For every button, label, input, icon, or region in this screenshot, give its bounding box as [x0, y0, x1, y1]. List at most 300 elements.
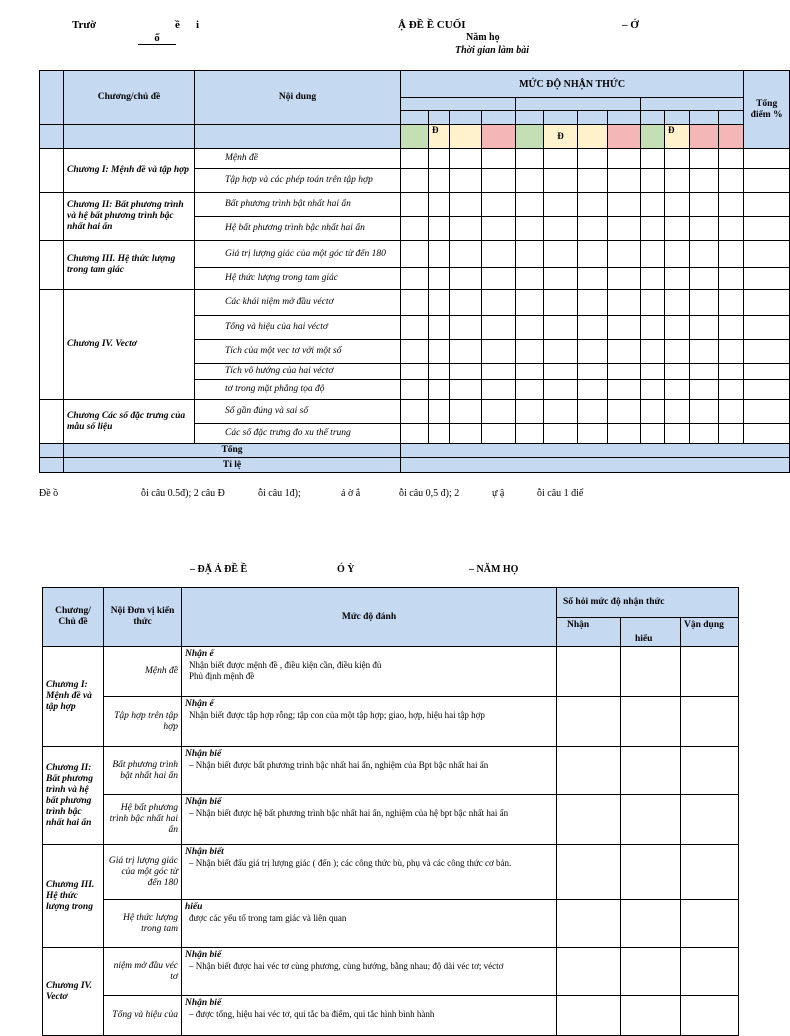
matrix-value-cell	[641, 290, 665, 316]
matrix-value-cell	[429, 268, 450, 290]
color-cell	[719, 125, 744, 149]
note-part: ỗi câu 1đ);	[258, 488, 301, 499]
color-cell	[690, 125, 719, 149]
note-part: ỗi câu 1 điể	[537, 488, 584, 499]
matrix-value-cell	[544, 290, 578, 316]
matrix-value-cell	[516, 400, 544, 424]
matrix-value-cell	[608, 380, 641, 400]
spec-level-heading: Nhận biế	[185, 749, 222, 759]
matrix-value-cell	[665, 169, 690, 193]
spec-count-cell	[621, 697, 681, 747]
matrix-content-header: Nội dung	[195, 71, 401, 125]
chapter-index-cell	[40, 290, 64, 400]
matrix-value-cell	[401, 268, 429, 290]
matrix-value-cell	[429, 169, 450, 193]
matrix-value-cell	[429, 217, 450, 241]
spec-count-cell	[621, 900, 681, 948]
matrix-value-cell	[690, 364, 719, 380]
chapter-name: Chương II: Bất phương trình và hệ bất phương trình bậc nhất hai ẩn	[64, 193, 195, 241]
matrix-value-cell	[482, 290, 516, 316]
matrix-value-cell	[719, 149, 744, 169]
matrix-value-cell	[482, 316, 516, 340]
level-subheader	[429, 111, 450, 125]
matrix-value-cell	[608, 169, 641, 193]
spec-chapter-header: Chương/ Chủ đề	[43, 588, 104, 647]
matrix-value-cell	[482, 217, 516, 241]
matrix-value-cell	[401, 217, 429, 241]
spec-count-cell	[681, 697, 739, 747]
spec-chapter: Chương I: Mệnh đề và tập hợp	[43, 647, 104, 747]
total-row-cell	[40, 444, 64, 458]
matrix-value-cell	[450, 340, 482, 364]
matrix-total-header: Tổng điểm %	[744, 71, 790, 149]
spec-unit: Giá trị lượng giác của một góc từ đến 180	[104, 845, 182, 900]
spec-level-heading: Nhận biế	[185, 950, 222, 960]
matrix-value-cell	[608, 290, 641, 316]
spec-count-cell	[557, 697, 621, 747]
matrix-level-header: MỨC ĐỘ NHẬN THỨC	[401, 71, 744, 98]
matrix-table	[39, 70, 790, 473]
matrix-value-cell	[744, 169, 790, 193]
level-subheader	[690, 111, 719, 125]
matrix-value-cell	[578, 169, 608, 193]
spec-count-cell	[557, 647, 621, 697]
exam-time: Thời gian làm bài	[455, 45, 529, 56]
matrix-value-cell	[665, 380, 690, 400]
spec-count-cell	[557, 845, 621, 900]
spec-description-line: Phủ định mệnh đề	[189, 671, 255, 681]
spec-count-cell	[681, 948, 739, 996]
spec-count-cell	[621, 948, 681, 996]
matrix-value-cell	[719, 169, 744, 193]
matrix-value-cell	[690, 400, 719, 424]
matrix-value-cell	[665, 364, 690, 380]
matrix-value-cell	[544, 268, 578, 290]
matrix-value-cell	[544, 193, 578, 217]
matrix-value-cell	[516, 380, 544, 400]
total-row-cell	[401, 444, 790, 458]
matrix-value-cell	[516, 316, 544, 340]
content-item: tơ trong mặt phẳng tọa độ	[195, 380, 401, 400]
matrix-value-cell	[665, 400, 690, 424]
matrix-value-cell	[641, 424, 665, 444]
color-cell	[482, 125, 516, 149]
matrix-value-cell	[401, 149, 429, 169]
content-item: Tích của một vec tơ với một số	[195, 340, 401, 364]
matrix-value-cell	[608, 364, 641, 380]
spec-description	[182, 845, 557, 900]
matrix-value-cell	[450, 241, 482, 268]
color-cell	[516, 125, 544, 149]
spec-count-cell	[681, 795, 739, 845]
matrix-value-cell	[429, 400, 450, 424]
matrix-value-cell	[544, 364, 578, 380]
matrix-value-cell	[578, 380, 608, 400]
matrix-value-cell	[578, 364, 608, 380]
spec-count-cell	[681, 996, 739, 1036]
spec-count-cell	[621, 996, 681, 1036]
color-cell	[64, 125, 195, 149]
matrix-value-cell	[516, 340, 544, 364]
matrix-value-cell	[516, 290, 544, 316]
chapter-index-cell	[40, 193, 64, 241]
spec-count-cell	[621, 795, 681, 845]
matrix-value-cell	[450, 290, 482, 316]
matrix-value-cell	[482, 400, 516, 424]
matrix-chapter-header: Chương/chủ đề	[64, 71, 195, 125]
matrix-value-cell	[690, 241, 719, 268]
spec-count-cell	[681, 900, 739, 948]
matrix-value-cell	[690, 149, 719, 169]
matrix-value-cell	[401, 340, 429, 364]
matrix-value-cell	[516, 217, 544, 241]
matrix-value-cell	[544, 340, 578, 364]
matrix-value-cell	[690, 290, 719, 316]
ratio-row-cell	[40, 458, 64, 473]
matrix-value-cell	[641, 380, 665, 400]
level-subheader	[641, 111, 665, 125]
matrix-value-cell	[429, 316, 450, 340]
matrix-value-cell	[641, 241, 665, 268]
doc-title-end: – Ớ	[622, 19, 639, 31]
spec-count-cell	[621, 747, 681, 795]
spec-description	[182, 647, 557, 697]
content-item: Các số đặc trưng đo xu thế trung	[195, 424, 401, 444]
matrix-value-cell	[429, 241, 450, 268]
color-cell	[641, 125, 665, 149]
matrix-value-cell	[744, 316, 790, 340]
school-subtitle: ổ	[138, 32, 176, 45]
matrix-value-cell	[665, 340, 690, 364]
matrix-value-cell	[690, 380, 719, 400]
matrix-value-cell	[690, 169, 719, 193]
matrix-value-cell	[690, 340, 719, 364]
matrix-value-cell	[608, 193, 641, 217]
matrix-value-cell	[665, 193, 690, 217]
matrix-value-cell	[544, 316, 578, 340]
matrix-value-cell	[608, 340, 641, 364]
spec-description	[182, 747, 557, 795]
note-part: á ờ ắ	[341, 488, 361, 499]
spec-count-cell	[557, 747, 621, 795]
spec-level-header: Mức độ đánh	[182, 588, 557, 647]
spec-description	[182, 900, 557, 948]
matrix-value-cell	[744, 424, 790, 444]
matrix-value-cell	[516, 169, 544, 193]
matrix-value-cell	[429, 149, 450, 169]
matrix-value-cell	[744, 217, 790, 241]
spec-level-heading: Nhận biế	[185, 998, 222, 1008]
level-subheader	[608, 111, 641, 125]
matrix-value-cell	[690, 424, 719, 444]
matrix-value-cell	[665, 241, 690, 268]
matrix-value-cell	[608, 217, 641, 241]
spec-unit: Tập hợp trên tập hợp	[104, 697, 182, 747]
matrix-value-cell	[641, 193, 665, 217]
doc-title: Ậ ĐỀ Ề CUỐI	[398, 19, 466, 31]
matrix-value-cell	[544, 241, 578, 268]
spec-description-line: – Nhận biết được hai véc tơ cùng phương, cùng hướng, bằng nhau; độ dài véc tơ; véctơ	[189, 961, 504, 971]
matrix-value-cell	[608, 316, 641, 340]
matrix-value-cell	[665, 217, 690, 241]
matrix-value-cell	[578, 340, 608, 364]
spec-count-cell	[681, 647, 739, 697]
matrix-value-cell	[450, 268, 482, 290]
matrix-value-cell	[719, 217, 744, 241]
matrix-value-cell	[516, 193, 544, 217]
matrix-value-cell	[450, 380, 482, 400]
total-label: Tổng	[64, 444, 401, 458]
level-subheader	[516, 111, 544, 125]
spec-vd-header: Vận dụng	[681, 618, 739, 647]
matrix-value-cell	[690, 268, 719, 290]
school-name-part: ề	[175, 19, 180, 31]
matrix-value-cell	[578, 290, 608, 316]
spec-level-heading: hiểu	[185, 902, 203, 912]
matrix-value-cell	[641, 149, 665, 169]
matrix-value-cell	[544, 400, 578, 424]
matrix-value-cell	[719, 424, 744, 444]
chapter-index-cell	[40, 149, 64, 193]
d-mark: Đ	[429, 125, 450, 149]
matrix-value-cell	[578, 424, 608, 444]
level-group	[401, 98, 516, 111]
matrix-value-cell	[401, 241, 429, 268]
matrix-value-cell	[578, 316, 608, 340]
matrix-value-cell	[578, 217, 608, 241]
color-cell	[608, 125, 641, 149]
matrix-value-cell	[516, 268, 544, 290]
matrix-value-cell	[544, 169, 578, 193]
matrix-value-cell	[665, 268, 690, 290]
matrix-value-cell	[516, 241, 544, 268]
spec-title: – ĐẶ Ả ĐỀ Ề	[190, 564, 248, 575]
matrix-value-cell	[665, 316, 690, 340]
matrix-value-cell	[450, 149, 482, 169]
matrix-value-cell	[482, 380, 516, 400]
level-subheader	[450, 111, 482, 125]
spec-description	[182, 697, 557, 747]
matrix-value-cell	[482, 149, 516, 169]
matrix-value-cell	[719, 193, 744, 217]
ratio-label: Tỉ lệ	[64, 458, 401, 473]
spec-count-cell	[557, 996, 621, 1036]
chapter-name: Chương IV. Vectơ	[64, 290, 195, 400]
spec-level-heading: Nhận ế	[185, 699, 214, 709]
matrix-value-cell	[401, 380, 429, 400]
matrix-value-cell	[429, 424, 450, 444]
spec-description-line: Nhận biết được tập hợp rỗng; tập con của một tập hợp; giao, hợp, hiệu hai tập hợp	[189, 710, 485, 720]
matrix-value-cell	[744, 149, 790, 169]
spec-count-cell	[681, 747, 739, 795]
matrix-value-cell	[516, 424, 544, 444]
content-item: Bất phương trình bật nhất hai ẩn	[195, 193, 401, 217]
matrix-index-header	[40, 71, 64, 125]
spec-description-line: – được tổng, hiệu hai véc tơ, qui tắc ba điểm, qui tắc hình bình hành	[189, 1009, 435, 1019]
spec-description-line: – Nhận biết được bất phương trình bậc nhất hai ẩn, nghiệm của Bpt bậc nhất hai ẩn	[189, 760, 489, 770]
matrix-value-cell	[516, 149, 544, 169]
spec-unit: Bất phương trình bật nhất hai ẩn	[104, 747, 182, 795]
matrix-value-cell	[641, 169, 665, 193]
level-subheader	[544, 111, 578, 125]
matrix-value-cell	[641, 340, 665, 364]
matrix-value-cell	[719, 340, 744, 364]
matrix-value-cell	[578, 241, 608, 268]
spec-description-line: – Nhận biết đấu giá trị lượng giác ( đến ); các công thức bù, phụ và các công thức cơ bản.	[189, 858, 512, 868]
chapter-index-cell	[40, 400, 64, 444]
level-subheader	[719, 111, 744, 125]
matrix-value-cell	[665, 424, 690, 444]
chapter-name: Chương III. Hệ thức lượng trong tam giác	[64, 241, 195, 290]
matrix-value-cell	[608, 424, 641, 444]
matrix-value-cell	[641, 364, 665, 380]
matrix-value-cell	[516, 364, 544, 380]
matrix-value-cell	[482, 193, 516, 217]
note-part: Đề ồ	[39, 488, 59, 499]
spec-unit: Tổng và hiệu của	[104, 996, 182, 1036]
matrix-value-cell	[578, 193, 608, 217]
chapter-index-cell	[40, 241, 64, 290]
d-mark: Đ	[544, 125, 578, 149]
spec-count-cell	[621, 845, 681, 900]
matrix-value-cell	[450, 316, 482, 340]
matrix-value-cell	[578, 268, 608, 290]
level-group	[641, 98, 744, 111]
matrix-value-cell	[482, 241, 516, 268]
matrix-value-cell	[744, 241, 790, 268]
matrix-value-cell	[429, 193, 450, 217]
matrix-value-cell	[719, 316, 744, 340]
matrix-value-cell	[641, 400, 665, 424]
matrix-value-cell	[665, 149, 690, 169]
matrix-value-cell	[401, 316, 429, 340]
matrix-value-cell	[544, 149, 578, 169]
spec-description	[182, 795, 557, 845]
d-mark: Đ	[665, 125, 690, 149]
color-cell	[578, 125, 608, 149]
matrix-value-cell	[450, 169, 482, 193]
matrix-value-cell	[744, 380, 790, 400]
matrix-value-cell	[401, 400, 429, 424]
matrix-value-cell	[578, 149, 608, 169]
note-part: ỗi câu 0.5đ); 2 câu Đ	[141, 488, 225, 499]
matrix-value-cell	[744, 364, 790, 380]
spec-description-line: Nhận biết được mệnh đề , điều kiện cần, điều kiện đủ	[189, 660, 382, 670]
school-name-part: i	[196, 19, 200, 31]
content-item: Tích vô hướng của hai véctơ	[195, 364, 401, 380]
spec-count-cell	[681, 845, 739, 900]
matrix-value-cell	[401, 424, 429, 444]
content-item: Các khái niệm mở đầu véctơ	[195, 290, 401, 316]
spec-th-header: hiểu	[621, 618, 681, 647]
spec-description-line: được các yếu tố trong tam giác và liên quan	[189, 913, 347, 923]
content-item: Hệ thức lượng trong tam giác	[195, 268, 401, 290]
spec-unit: Mệnh đề	[104, 647, 182, 697]
matrix-value-cell	[719, 290, 744, 316]
spec-count-cell	[557, 900, 621, 948]
matrix-value-cell	[401, 169, 429, 193]
school-name: Trườ	[72, 19, 97, 31]
level-subheader	[401, 111, 429, 125]
color-cell	[195, 125, 401, 149]
matrix-value-cell	[608, 400, 641, 424]
spec-count-cell	[621, 647, 681, 697]
level-subheader	[482, 111, 516, 125]
matrix-value-cell	[744, 290, 790, 316]
matrix-value-cell	[482, 340, 516, 364]
spec-level-heading: Nhận ế	[185, 649, 214, 659]
spec-unit: niệm mở đầu véc tơ	[104, 948, 182, 996]
matrix-value-cell	[608, 149, 641, 169]
matrix-value-cell	[665, 290, 690, 316]
matrix-value-cell	[482, 424, 516, 444]
spec-description-line: – Nhận biết được hệ bất phương trình bậc nhất hai ẩn, nghiệm của hệ bpt bậc nhất hai ẩn	[189, 808, 509, 818]
content-item: Số gần đúng và sai số	[195, 400, 401, 424]
matrix-value-cell	[719, 400, 744, 424]
matrix-value-cell	[450, 364, 482, 380]
spec-table	[42, 587, 739, 1036]
matrix-value-cell	[482, 169, 516, 193]
color-cell	[401, 125, 429, 149]
matrix-value-cell	[690, 193, 719, 217]
matrix-value-cell	[482, 268, 516, 290]
matrix-value-cell	[641, 316, 665, 340]
matrix-value-cell	[450, 217, 482, 241]
content-item: Giá trị lượng giác của một góc từ đến 180	[195, 241, 401, 268]
spec-unit-header: Nội Đơn vị kiến thức	[104, 588, 182, 647]
matrix-value-cell	[719, 364, 744, 380]
chapter-name: Chương Các số đặc trưng của mẫu số liệu	[64, 400, 195, 444]
matrix-value-cell	[429, 290, 450, 316]
matrix-value-cell	[544, 217, 578, 241]
note-part: ỗi câu 0,5 đ); 2	[399, 488, 460, 499]
matrix-value-cell	[690, 316, 719, 340]
chapter-name: Chương I: Mệnh đề và tập hợp	[64, 149, 195, 193]
matrix-value-cell	[429, 380, 450, 400]
matrix-value-cell	[429, 340, 450, 364]
matrix-value-cell	[641, 217, 665, 241]
content-item: Mệnh đề	[195, 149, 401, 169]
content-item: Hệ bất phương trình bậc nhất hai ẩn	[195, 217, 401, 241]
spec-unit: Hệ bất phương trình bậc nhất hai ẩn	[104, 795, 182, 845]
matrix-value-cell	[690, 217, 719, 241]
matrix-value-cell	[641, 268, 665, 290]
spec-count-cell	[557, 948, 621, 996]
matrix-value-cell	[401, 364, 429, 380]
matrix-value-cell	[450, 400, 482, 424]
color-cell	[450, 125, 482, 149]
spec-title-part: – NĂM HỌ	[469, 564, 519, 575]
spec-count-cell	[557, 795, 621, 845]
matrix-value-cell	[719, 268, 744, 290]
matrix-value-cell	[429, 364, 450, 380]
spec-count-header: Số hỏi mức độ nhận thức	[557, 588, 739, 618]
matrix-value-cell	[578, 400, 608, 424]
matrix-value-cell	[482, 364, 516, 380]
matrix-value-cell	[744, 400, 790, 424]
spec-description	[182, 996, 557, 1036]
spec-title-part: Ó Ỳ	[337, 564, 355, 575]
matrix-value-cell	[719, 241, 744, 268]
spec-chapter: Chương IV. Vectơ	[43, 948, 104, 1036]
matrix-value-cell	[450, 424, 482, 444]
level-group	[516, 98, 641, 111]
note-part: ự ậ	[492, 488, 505, 499]
matrix-value-cell	[719, 380, 744, 400]
matrix-value-cell	[450, 193, 482, 217]
spec-unit: Hệ thức lượng trong tam	[104, 900, 182, 948]
matrix-value-cell	[608, 268, 641, 290]
